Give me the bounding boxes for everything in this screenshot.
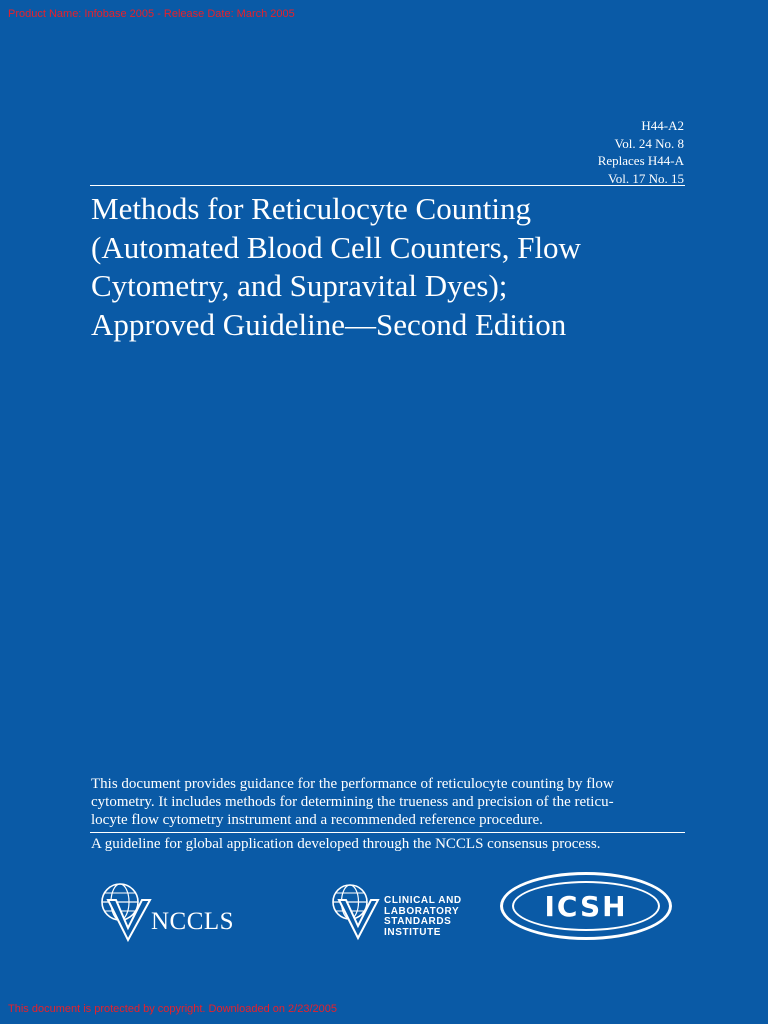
doc-id-replaces: Replaces H44-A	[597, 153, 684, 168]
document-description	[91, 775, 691, 829]
clsi-wordmark	[384, 896, 462, 938]
title-divider	[90, 185, 685, 186]
description-line: This document provides guidance for the performance of reticulocyte counting by flow	[91, 776, 614, 792]
clsi-line: INSTITUTE	[384, 926, 442, 938]
icsh-inner-ring	[512, 881, 660, 931]
document-title	[91, 190, 691, 344]
clsi-line: LABORATORY	[384, 905, 460, 917]
doc-id-replaced-volume: Vol. 17 No. 15	[608, 170, 684, 186]
clsi-logo	[330, 882, 480, 942]
icsh-logo	[500, 872, 672, 940]
title-line: Methods for Reticulocyte Counting	[91, 191, 531, 226]
description-divider	[90, 832, 685, 833]
icsh-wordmark: ICSH	[544, 889, 628, 923]
title-line: (Automated Blood Cell Counters, Flow	[91, 229, 581, 265]
doc-id-volume: Vol. 24 No. 8	[614, 135, 684, 151]
title-line: Cytometry, and Supravital Dyes);	[91, 268, 508, 303]
clsi-line: CLINICAL AND	[384, 895, 462, 906]
nccls-wordmark: NCCLS	[151, 908, 235, 935]
watermark-top: Product Name: Infobase 2005 - Release Date: March 2005	[8, 8, 295, 20]
nccls-logo	[98, 880, 258, 944]
doc-id-code: H44-A2	[641, 118, 684, 133]
description-line: cytometry. It includes methods for determining the trueness and precision of the reticu-	[91, 794, 614, 810]
guideline-note: A guideline for global application developed through the NCCLS consensus process.	[91, 836, 601, 852]
watermark-bottom: This document is protected by copyright. Downloaded on 2/23/2005	[8, 1003, 337, 1015]
title-line: Approved Guideline—Second Edition	[91, 306, 567, 342]
clsi-line: STANDARDS	[384, 916, 452, 927]
description-line: locyte flow cytometry instrument and a recommended reference procedure.	[91, 812, 543, 828]
globe-v-icon	[98, 880, 158, 944]
document-identifiers	[598, 117, 684, 187]
globe-v-icon	[330, 882, 386, 942]
